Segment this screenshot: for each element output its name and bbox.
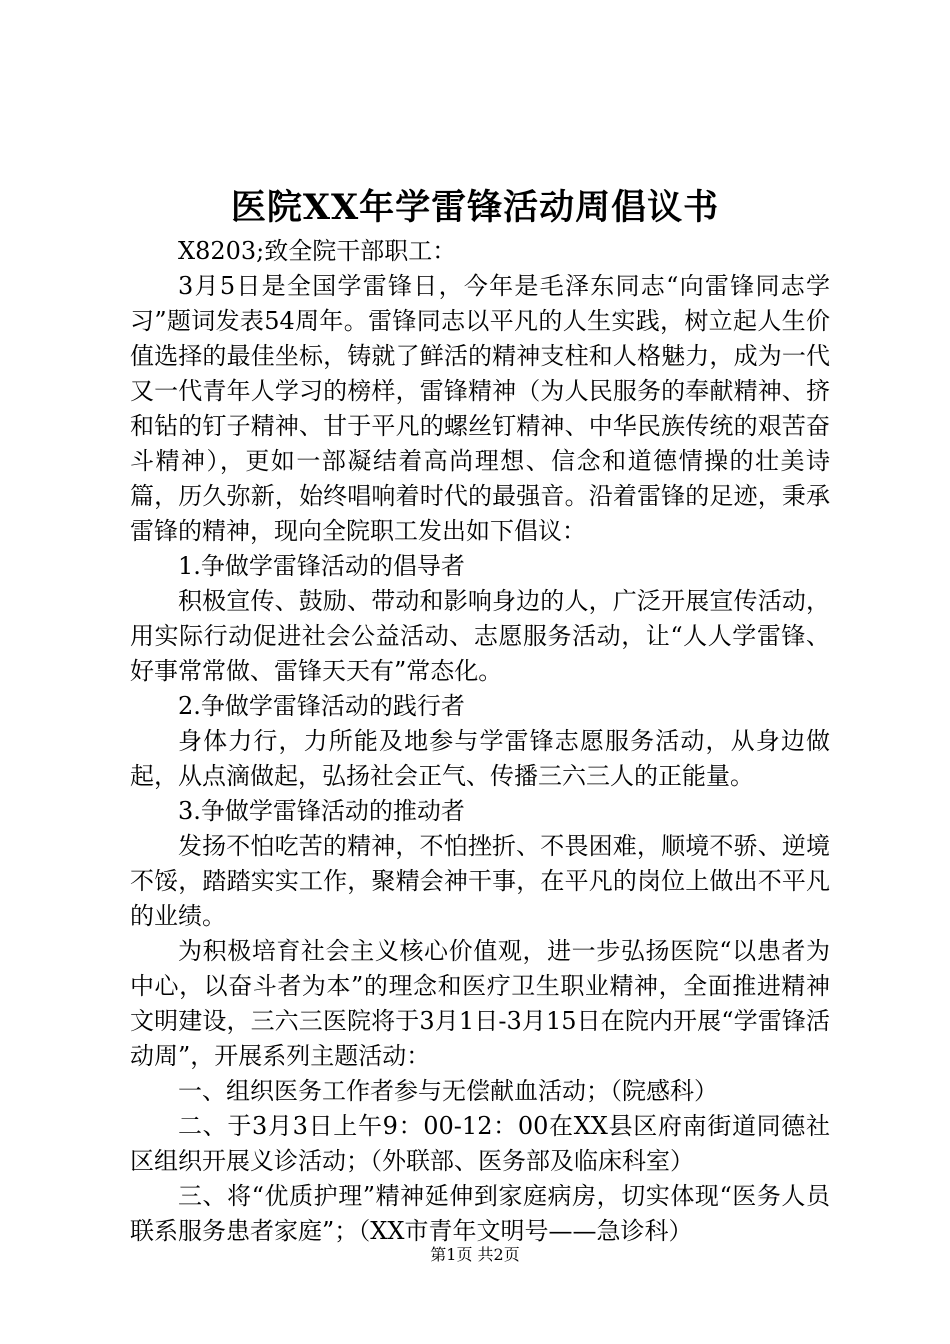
proposal-text-1: 积极宣传、鼓励、带动和影响身边的人，广泛开展宣传活动，用实际行动促进社会公益活动、志愿服务活动，让“人人学雷锋、好事常常做、雷锋天天有”常态化。 bbox=[130, 587, 830, 685]
salutation: X8203;致全院干部职工： bbox=[178, 237, 457, 265]
activity-week-paragraph: 为积极培育社会主义核心价值观，进一步弘扬医院“以患者为中心，以奋斗者为本”的理念和医疗卫生职业精神，全面推进精神文明建设，三六三医院将于3月1日-3月15日在院内开展“学雷锋活动周”，开展系列主题活动： bbox=[130, 937, 830, 1070]
document-body bbox=[130, 234, 830, 1249]
activity-item-2: 二、于3月3日上午9：00-12：00在XX县区府南街道同德社区组织开展义诊活动；（外联部、医务部及临床科室） bbox=[130, 1112, 830, 1175]
activity-item-3: 三、将“优质护理”精神延伸到家庭病房，切实体现“医务人员联系服务患者家庭”；（XX市青年文明号——急诊科） bbox=[130, 1182, 830, 1245]
proposal-heading-1: 1.争做学雷锋活动的倡导者 bbox=[178, 552, 465, 580]
proposal-text-2: 身体力行，力所能及地参与学雷锋志愿服务活动，从身边做起，从点滴做起，弘扬社会正气、传播三六三人的正能量。 bbox=[130, 727, 830, 790]
activity-item-1: 一、组织医务工作者参与无偿献血活动；（院感科） bbox=[178, 1077, 718, 1105]
proposal-heading-2: 2.争做学雷锋活动的践行者 bbox=[178, 692, 465, 720]
document-title: 医院XX年学雷锋活动周倡议书 bbox=[230, 187, 720, 228]
proposal-text-3: 发扬不怕吃苦的精神，不怕挫折、不畏困难，顺境不骄、逆境不馁，踏踏实实工作，聚精会神干事，在平凡的岗位上做出不平凡的业绩。 bbox=[130, 832, 830, 930]
intro-paragraph: 3月5日是全国学雷锋日，今年是毛泽东同志“向雷锋同志学习”题词发表54周年。雷锋同志以平凡的人生实践，树立起人生价值选择的最佳坐标，铸就了鲜活的精神支柱和人格魅力，成为一代又一代青年人学习的榜样，雷锋精神（为人民服务的奉献精神、挤和钻的钉子精神、甘于平凡的螺丝钉精神、中华民族传统的艰苦奋斗精神），更如一部凝结着高尚理想、信念和道德情操的壮美诗篇，历久弥新，始终唱响着时代的最强音。沿着雷锋的足迹，秉承雷锋的精神，现向全院职工发出如下倡议： bbox=[130, 272, 830, 545]
proposal-heading-3: 3.争做学雷锋活动的推动者 bbox=[178, 797, 465, 825]
page-number-footer: 第1页 共2页 bbox=[430, 1245, 520, 1264]
